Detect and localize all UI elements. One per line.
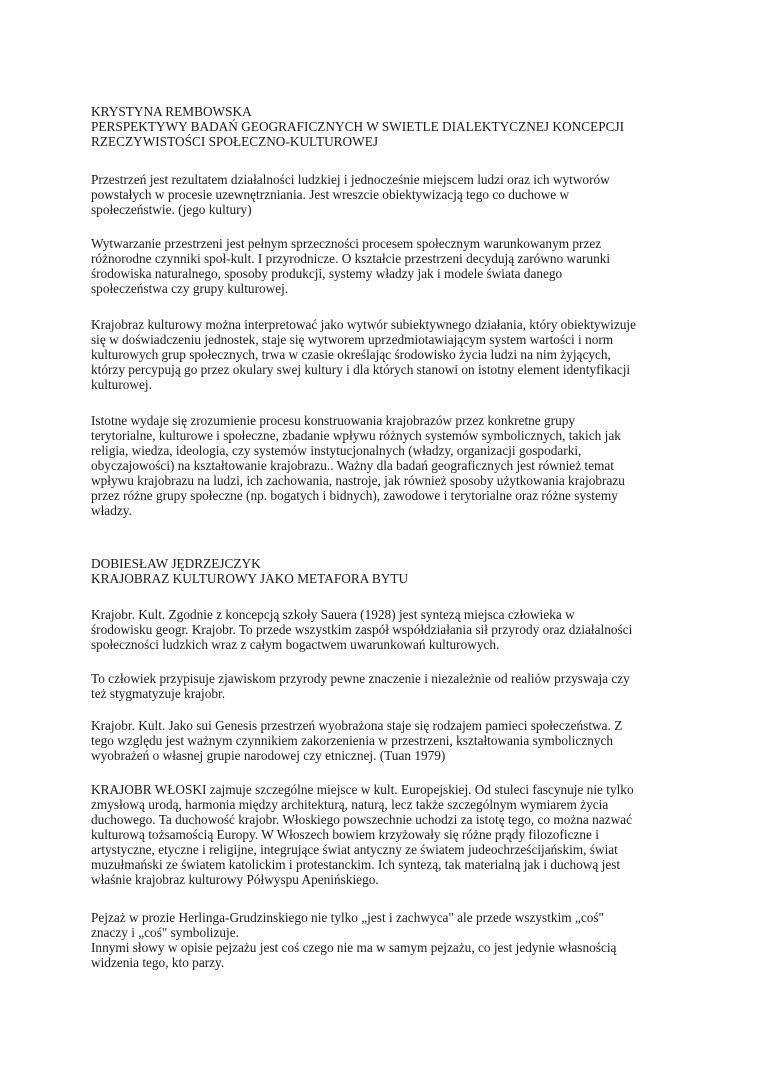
text-line: Przestrzeń jest rezultatem działalności ludzkiej i jednocześnie miejscem ludzi oraz ich wytworów: [91, 172, 610, 187]
text-line: wpływu krajobrazu na ludzi, ich zachowania, nastroje, jak również sposoby użytkowania krajobrazu: [91, 473, 625, 488]
text-line: społeczności ludzkich wraz z całym bogactwem uwarunkowań kulturowych.: [91, 637, 500, 652]
text-line: środowiska naturalnego, sposoby produkcji, systemy władzy jak i modele świata danego: [91, 266, 563, 281]
text-line: To człowiek przypisuje zjawiskom przyrody pewne znaczenie i niezależnie od realiów przyswaja czy: [91, 671, 630, 686]
text-line: religia, wiedza, ideologia, czy systemów instytucjonalnych (władzy, organizacji gospodarki,: [91, 443, 582, 458]
section-1-heading: [91, 104, 681, 149]
text-line: różnorodne czynniki społ-kult. I przyrodnicze. O kształcie przestrzeni decydują zarówno warunki: [91, 251, 611, 266]
text-line: właśnie krajobraz kulturowy Półwyspu Apenińskiego.: [91, 872, 379, 887]
text-line: artystyczne, etyczne i religijne, integrujące świat antyczny ze światem judeochrześcijańskim, świat: [91, 842, 618, 857]
section-2-heading: [91, 556, 681, 586]
text-line: Krajobr. Kult. Jako sui Genesis przestrzeń wyobrażona staje się rodzajem pamieci społeczeństwa. Z: [91, 718, 623, 733]
text-line: terytorialne, kulturowe i społeczne, zbadanie wpływu różnych systemów symbolicznych, takich jak: [91, 428, 621, 443]
text-line: przez różne grupy społeczne (np. bogatych i bidnych), zawodowe i terytorialne oraz różne systemy: [91, 488, 618, 503]
text-line: też stygmatyzuje krajobr.: [91, 686, 226, 701]
text-line: kulturową tożsamością Europy. W Włoszech bowiem krzyżowały się różne prądy filozoficzne i: [91, 827, 599, 842]
section-1-paragraph-2: [91, 236, 681, 296]
text-line: zmysłową urodą, harmonia między architekturą, naturą, lecz także szczególnym wymiarem życia: [91, 797, 609, 812]
section-2-title-line-1: KRAJOBRAZ KULTUROWY JAKO METAFORA BYTU: [91, 571, 409, 586]
text-line: Innymi słowy w opisie pejzażu jest coś czego nie ma w samym pejzażu, co jest jedynie własnością: [91, 940, 617, 955]
text-line: kulturowych grup społecznych, trwa w czasie określając środowisko życia ludzi na nim żyjących,: [91, 347, 611, 362]
section-1-paragraph-1: [91, 172, 681, 217]
section-2-author: DOBIESŁAW JĘDRZEJCZYK: [91, 556, 261, 571]
section-2-paragraph-1: [91, 607, 681, 652]
text-line: środowisku geogr. Krajobr. To przede wszystkim zaspół współdziałania sił przyrody oraz działalności: [91, 622, 633, 637]
text-line: Krajobraz kulturowy można interpretować jako wytwór subiektywnego działania, który obiektywizuje: [91, 317, 637, 332]
text-line: społeczeństwa czy grupy kulturowej.: [91, 281, 289, 296]
section-1-title-line-1: PERSPEKTYWY BADAŃ GEOGRAFICZNYCH W SWIETLE DIALEKTYCZNEJ KONCEPCJI: [91, 119, 625, 134]
text-line: widzenia tego, kto parzy.: [91, 955, 225, 970]
text-line: tego względu jest ważnym czynnikiem zakorzenienia w przestrzeni, kształtowania symbolicznych: [91, 733, 614, 748]
section-2-paragraph-2: [91, 671, 681, 701]
section-1-paragraph-4: [91, 413, 681, 518]
text-line: Pejzaż w prozie Herlinga-Grudzinskiego nie tylko „jest i zachwyca" ale przede wszystkim „coś": [91, 910, 604, 925]
section-1-paragraph-3: [91, 317, 681, 392]
text-line: się w doświadczeniu jednostek, staje się wytworem uprzedmiotawiającym system wartości i norm: [91, 332, 614, 347]
text-line: KRAJOBR WŁOSKI zajmuje szczególne miejsce w kult. Europejskiej. Od stuleci fascynuje nie tylko: [91, 782, 634, 797]
text-line: społeczeństwie. (jego kultury): [91, 202, 252, 217]
section-2-paragraph-5: [91, 910, 681, 970]
text-line: Wytwarzanie przestrzeni jest pełnym sprzeczności procesem społecznym warunkowanym przez: [91, 236, 602, 251]
section-2-paragraph-4: [91, 782, 681, 887]
text-line: Istotne wydaje się zrozumienie procesu konstruowania krajobrazów przez konkretne grupy: [91, 413, 576, 428]
text-line: znaczy i „coś" symbolizuje.: [91, 925, 239, 940]
text-line: Krajobr. Kult. Zgodnie z koncepcją szkoły Sauera (1928) jest syntezą miejsca człowieka w: [91, 607, 575, 622]
text-line: wyobrażeń o własnej grupie narodowej czy etnicznej. (Tuan 1979): [91, 748, 446, 763]
text-line: obyczajowości) na kształtowanie krajobrazu.. Ważny dla badań geograficznych jest również temat: [91, 458, 614, 473]
text-line: duchowego. Ta duchowość krajobr. Włoskiego powszechnie uchodzi za istotę tego, co można nazwać: [91, 812, 632, 827]
text-line: władzy.: [91, 503, 132, 518]
section-1-title-line-2: RZECZYWISTOŚCI SPOŁECZNO-KULTUROWEJ: [91, 134, 378, 149]
section-1-author: KRYSTYNA REMBOWSKA: [91, 104, 252, 119]
text-line: którzy percypują go przez okulary swej kultury i dla których stanowi on istotny element identyfikacji: [91, 362, 631, 377]
section-2-paragraph-3: [91, 718, 681, 763]
text-line: powstałych w procesie uzewnętrzniania. Jest wreszcie obiektywizacją tego co duchowe w: [91, 187, 570, 202]
text-line: kulturowej.: [91, 377, 152, 392]
text-line: muzułmański ze światem katolickim i protestanckim. Ich syntezą, tak materialną jak i duchową jest: [91, 857, 621, 872]
